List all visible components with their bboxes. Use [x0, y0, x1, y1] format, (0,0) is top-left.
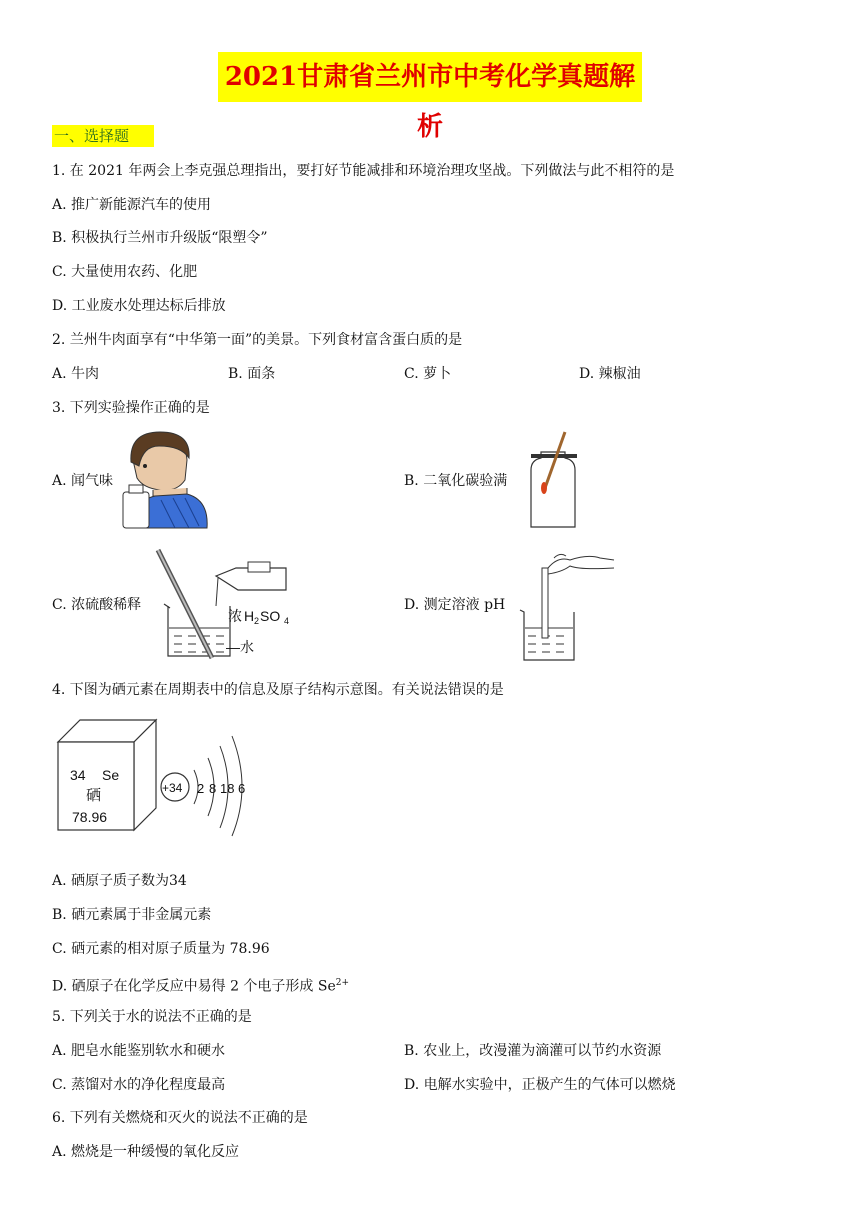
element-number: 34 — [70, 767, 86, 783]
smelling-figure — [115, 430, 210, 530]
acid-formula-so: SO — [260, 608, 281, 624]
acid-sub-4: 4 — [284, 616, 290, 626]
acid-dilution-figure — [150, 548, 310, 663]
q1-option-c: C. 大量使用农药、化肥 — [52, 264, 198, 280]
acid-formula-h: H — [244, 608, 255, 624]
q2-option-d: D. 辣椒油 — [579, 366, 641, 382]
selenium-figure — [52, 712, 252, 837]
q1-option-d: D. 工业废水处理达标后排放 — [52, 298, 226, 314]
q1-option-b: B. 积极执行兰州市升级版“限塑令” — [52, 230, 268, 246]
q4-option-d-sup: 2+ — [335, 978, 350, 988]
q2-option-a: A. 牛肉 — [52, 366, 100, 382]
q2-option-b: B. 面条 — [228, 366, 276, 382]
acid-sub-2: 2 — [254, 616, 260, 626]
q4-option-c: C. 硒元素的相对原子质量为 78.96 — [52, 941, 270, 957]
question-5-stem: 5. 下列关于水的说法不正确的是 — [52, 1009, 252, 1025]
shell-3: 18 — [220, 781, 235, 796]
question-4-stem: 4. 下图为硒元素在周期表中的信息及原子结构示意图。有关说法错误的是 — [52, 682, 504, 698]
nucleus-charge: +34 — [162, 781, 183, 795]
q3-option-c: C. 浓硫酸稀释 — [52, 597, 142, 613]
water-label: —水 — [226, 639, 254, 655]
acid-label-cn: 浓 — [228, 608, 242, 624]
question-2-stem: 2. 兰州牛肉面享有“中华第一面”的美景。下列食材富含蛋白质的是 — [52, 332, 463, 348]
question-1-stem: 1. 在 2021 年两会上李克强总理指出，要打好节能减排和环境治理攻坚战。下列做法与此不相符的是 — [52, 163, 675, 179]
q5-option-d: D. 电解水实验中，正极产生的气体可以燃烧 — [404, 1077, 676, 1093]
co2-test-figure — [525, 430, 585, 530]
q6-option-a: A. 燃烧是一种缓慢的氧化反应 — [52, 1144, 240, 1160]
element-symbol: Se — [102, 767, 120, 783]
question-3-stem: 3. 下列实验操作正确的是 — [52, 400, 210, 416]
q3-option-a: A. 闻气味 — [52, 473, 114, 489]
q5-option-a: A. 肥皂水能鉴别软水和硬水 — [52, 1043, 226, 1059]
q3-option-b: B. 二氧化碳验满 — [404, 473, 508, 489]
q4-option-d — [52, 974, 349, 996]
q5-option-c: C. 蒸馏对水的净化程度最高 — [52, 1077, 226, 1093]
q4-option-d-text: D. 硒原子在化学反应中易得 2 个电子形成 Se — [52, 978, 336, 995]
shell-1: 2 — [197, 781, 205, 796]
element-mass: 78.96 — [72, 809, 108, 825]
q2-option-c: C. 萝卜 — [404, 366, 452, 382]
page-title: 2021甘肃省兰州市中考化学真题解析 — [218, 52, 642, 102]
q5-option-b: B. 农业上，改漫灌为滴灌可以节约水资源 — [404, 1043, 662, 1059]
q3-option-d: D. 测定溶液 pH — [404, 597, 506, 613]
q4-option-a: A. 硒原子质子数为34 — [52, 873, 187, 889]
shell-4: 6 — [238, 781, 246, 796]
q4-option-b: B. 硒元素属于非金属元素 — [52, 907, 212, 923]
ph-test-figure — [518, 548, 618, 663]
question-6-stem: 6. 下列有关燃烧和灭火的说法不正确的是 — [52, 1110, 308, 1126]
shell-2: 8 — [209, 781, 217, 796]
element-name: 硒 — [86, 786, 102, 804]
q1-option-a: A. 推广新能源汽车的使用 — [52, 197, 212, 213]
section-heading: 一、选择题 — [52, 125, 154, 147]
